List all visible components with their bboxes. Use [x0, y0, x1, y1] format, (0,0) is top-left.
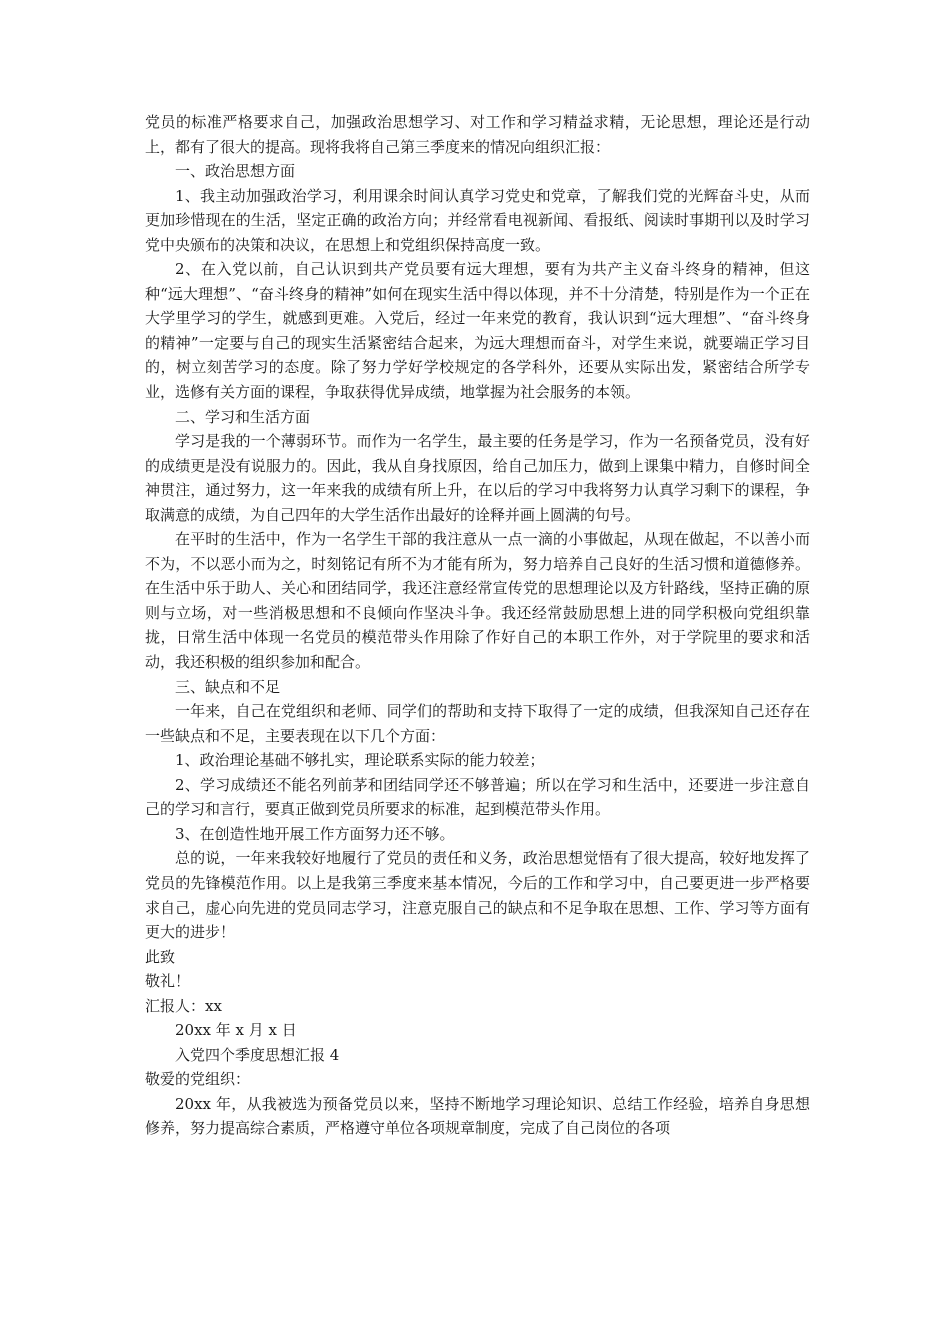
paragraph: 20xx 年，从我被选为预备党员以来，坚持不断地学习理论知识、总结工作经验，培养自身思想修养，努力提高综合素质，严格遵守单位各项规章制度，完成了自己岗位的各项 [145, 1094, 810, 1138]
reporter-line: 汇报人：xx [145, 996, 222, 1015]
paragraph: 学习是我的一个薄弱环节。而作为一名学生，最主要的任务是学习，作为一名预备党员，没有好的成绩更是没有说服力的。因此，我从自身找原因，给自己加压力，做到上课集中精力，自修时间全神贯注，通过努力，这一年来我的成绩有所上升，在以后的学习中我将努力认真学习剩下的课程，争取满意的成绩，为自己四年的大学生活作出最好的诠释并画上圆满的句号。 [145, 432, 810, 524]
paragraph: 总的说，一年来我较好地履行了党员的责任和义务，政治思想觉悟有了很大提高，较好地发挥了党员的先锋模范作用。以上是我第三季度来基本情况，今后的工作和学习中，自己要更进一步严格要求自己，虚心向先进的党员同志学习，注意克服自己的缺点和不足争取在思想、工作、学习等方面有更大的进步！ [145, 849, 810, 942]
closing-line: 此致 [145, 947, 176, 966]
paragraph: 一年来，自己在党组织和老师、同学们的帮助和支持下取得了一定的成绩，但我深知自己还存在一些缺点和不足，主要表现在以下几个方面： [145, 702, 810, 745]
document-page [145, 110, 810, 1141]
date-line: 20xx 年 x 月 x 日 [175, 1021, 297, 1040]
section-heading: 一、政治思想方面 [175, 162, 296, 181]
report-title: 入党四个季度思想汇报 4 [175, 1045, 340, 1064]
list-item: 1、政治理论基础不够扎实，理论联系实际的能力较差； [175, 751, 545, 770]
section-heading: 三、缺点和不足 [175, 677, 281, 696]
section-heading: 二、学习和生活方面 [175, 407, 311, 426]
salutation-line: 敬礼！ [145, 972, 191, 991]
paragraph: 党员的标准严格要求自己，加强政治思想学习、对工作和学习精益求精，无论思想，理论还是行动上，都有了很大的提高。现将我将自己第三季度来的情况向组织汇报： [145, 113, 810, 156]
paragraph: 2、在入党以前，自己认识到共产党员要有远大理想，要有为共产主义奋斗终身的精神，但这种“远大理想”、“奋斗终身的精神”如何在现实生活中得以体现，并不十分清楚，特别是作为一个正在大学里学习的学生，就感到更难。入党后，经过一年来党的教育，我认识到“远大理想”、“奋斗终身的精神”一定要与自己的现实生活紧密结合起来，为远大理想而奋斗，对学生来说，就要端正学习目的，树立刻苦学习的态度。除了努力学好学校规定的各学科外，还要从实际出发，紧密结合所学专业，选修有关方面的课程，争取获得优异成绩，地掌握为社会服务的本领。 [145, 260, 810, 402]
paragraph: 1、我主动加强政治学习，利用课余时间认真学习党史和党章，了解我们党的光辉奋斗史，从而更加珍惜现在的生活，坚定正确的政治方向；并经常看电视新闻、看报纸、阅读时事期刊以及时学习党中央颁布的决策和决议，在思想上和党组织保持高度一致。 [145, 186, 810, 254]
greeting-line: 敬爱的党组织： [145, 1070, 251, 1089]
paragraph: 在平时的生活中，作为一名学生干部的我注意从一点一滴的小事做起，从现在做起，不以善小而不为，不以恶小而为之，时刻铭记有所不为才能有所为，努力培养自己良好的生活习惯和道德修养。在生活中乐于助人、关心和团结同学，我还注意经常宣传党的思想理论以及方针路线，坚持正确的原则与立场，对一些消极思想和不良倾向作坚决斗争。我还经常鼓励思想上进的同学积极向党组织靠拢，日常生活中体现一名党员的模范带头作用除了作好自己的本职工作外，对于学院里的要求和活动，我还积极的组织参加和配合。 [145, 530, 810, 672]
list-item: 2、学习成绩还不能名列前茅和团结同学还不够普遍；所以在学习和生活中，还要进一步注意自己的学习和言行，要真正做到党员所要求的标准，起到模范带头作用。 [145, 775, 810, 819]
list-item: 3、在创造性地开展工作方面努力还不够。 [175, 824, 455, 843]
